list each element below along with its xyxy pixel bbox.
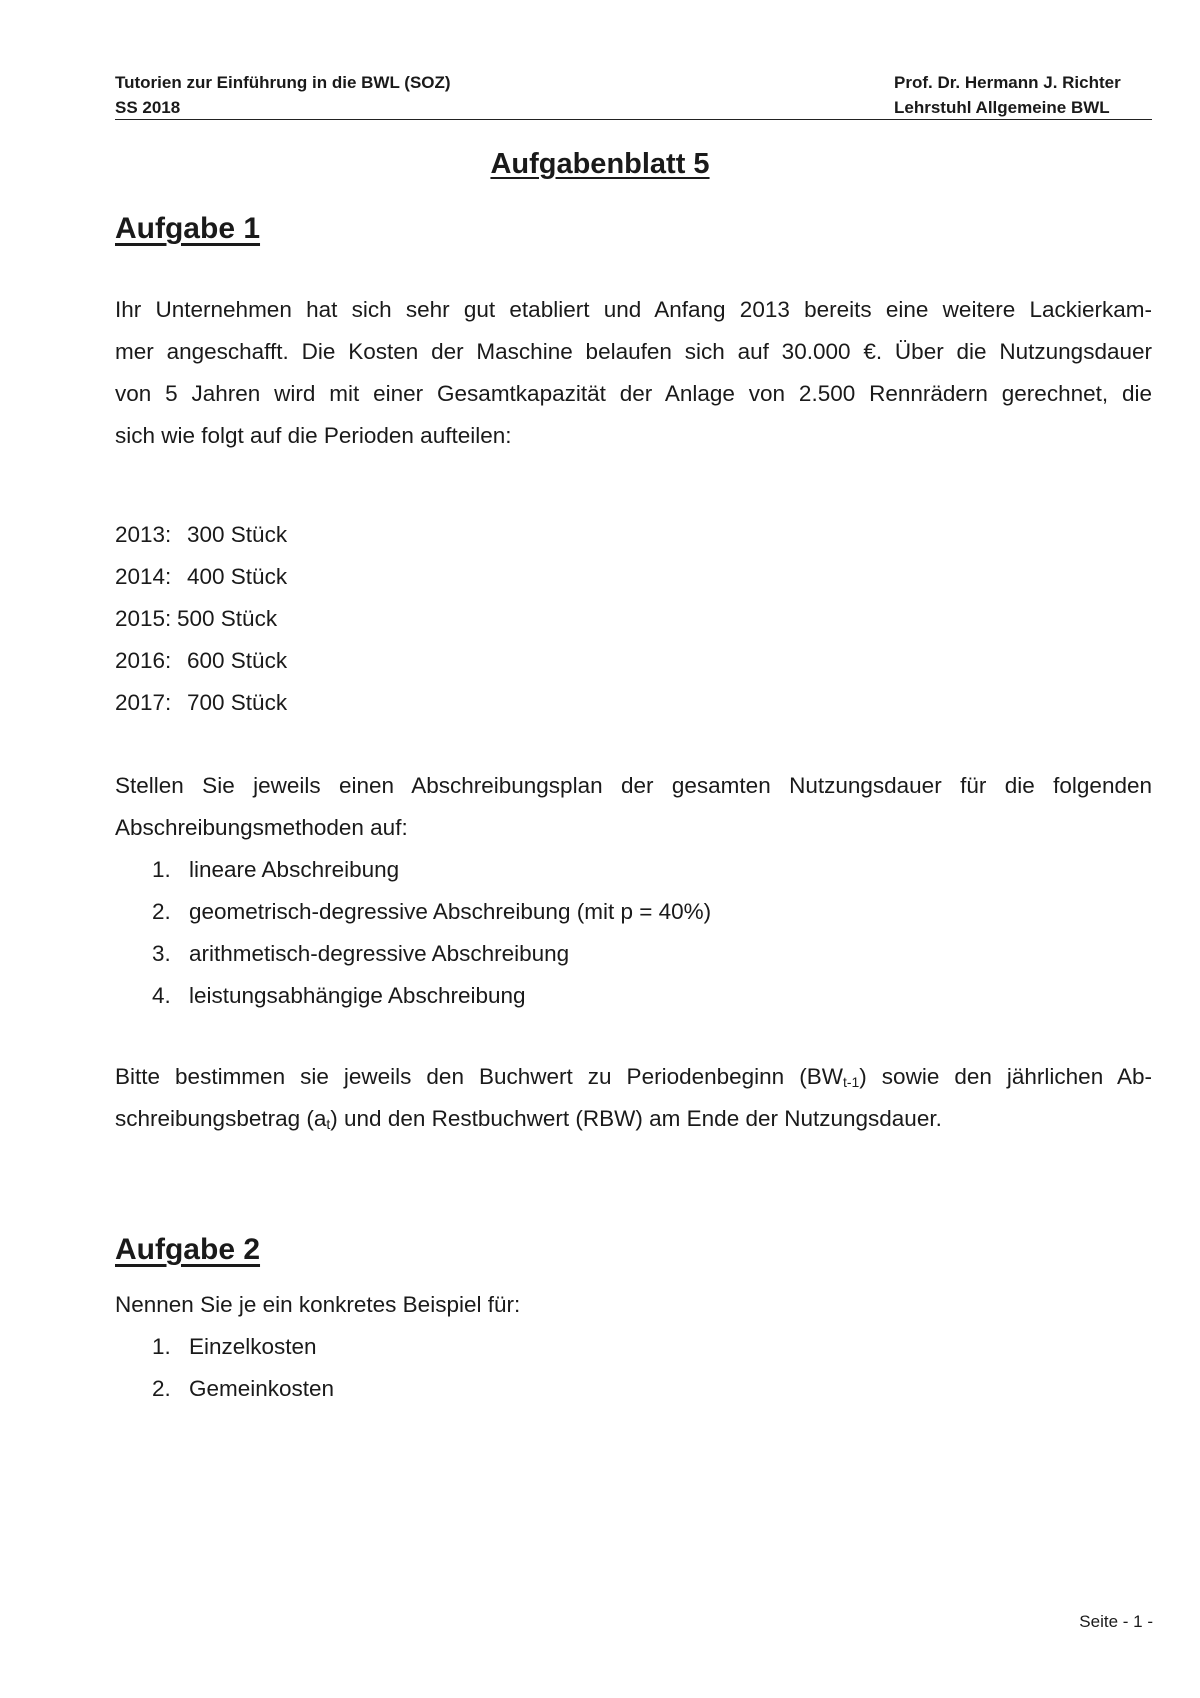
page-header — [115, 70, 1152, 120]
course-name: Tutorien zur Einführung in die BWL (SOZ) — [115, 73, 451, 92]
task1-intro-line: sich wie folgt auf die Perioden aufteilen: — [115, 423, 512, 448]
task1-closing-line: Bitte bestimmen sie jeweils den Buchwert zu Periodenbeginn $(BW_{t-1})$ sowie den jährlichen Ab- — [115, 1064, 1152, 1090]
task1-heading: Aufgabe 1 — [115, 212, 261, 245]
task1-intro-line: von 5 Jahren wird mit einer Gesamtkapazität der Anlage von 2.500 Rennrädern gerechnet, die — [115, 381, 1152, 406]
quantity-amount: 300 Stück — [187, 522, 288, 547]
professor-name: Prof. Dr. Hermann J. Richter — [894, 73, 1121, 92]
chair-name: Lehrstuhl Allgemeine BWL — [894, 98, 1110, 117]
task2-intro-line: Nennen Sie je ein konkretes Beispiel für: — [115, 1292, 521, 1317]
task1-closing-line: schreibungsbetrag $(a_t)$ und den Restbuchwert (RBW) am Ende der Nutzungsdauer. — [115, 1106, 942, 1132]
task1-intro-line: Ihr Unternehmen hat sich sehr gut etabliert und Anfang 2013 bereits eine weitere Lackierkam- — [115, 297, 1152, 322]
task1-intro — [115, 289, 1152, 457]
cost-list — [152, 1326, 334, 1410]
quantity-year: 2015: — [115, 606, 172, 631]
term-label: SS 2018 — [115, 98, 181, 117]
quantity-amount: 600 Stück — [187, 648, 288, 673]
quantity-row — [115, 640, 287, 682]
quantity-row — [115, 556, 287, 598]
quantity-amount: 500 Stück — [177, 606, 278, 631]
quantity-row — [115, 514, 287, 556]
quantity-list — [115, 514, 287, 724]
task1-instruction-line: Stellen Sie jeweils einen Abschreibungsplan der gesamten Nutzungsdauer für die folgenden — [115, 773, 1152, 798]
method-item: 1. lineare Abschreibung — [152, 857, 400, 882]
task2-heading: Aufgabe 2 — [115, 1233, 261, 1266]
header-divider — [115, 119, 1152, 120]
cost-item: 1. Einzelkosten — [152, 1334, 317, 1359]
quantity-amount: 400 Stück — [187, 564, 288, 589]
quantity-row — [115, 682, 287, 724]
quantity-amount: 700 Stück — [187, 690, 288, 715]
task1-closing — [115, 1056, 1152, 1140]
quantity-row — [115, 598, 287, 640]
task1-instruction-line: Abschreibungsmethoden auf: — [115, 815, 408, 840]
quantity-year: 2014: — [115, 564, 172, 589]
sheet-title: Aufgabenblatt 5 — [490, 148, 710, 180]
method-list — [152, 849, 711, 1017]
task1-instruction — [115, 765, 1152, 849]
quantity-year: 2017: — [115, 690, 172, 715]
method-item: 4. leistungsabhängige Abschreibung — [152, 983, 526, 1008]
page-number: Seite - 1 - — [1079, 1612, 1153, 1631]
method-item: 2. geometrisch-degressive Abschreibung (mit p = 40%) — [152, 899, 712, 924]
method-item: 3. arithmetisch-degressive Abschreibung — [152, 941, 570, 966]
quantity-year: 2016: — [115, 648, 172, 673]
task1-intro-line: mer angeschafft. Die Kosten der Maschine belaufen sich auf 30.000 €. Über die Nutzungsdauer — [115, 339, 1152, 364]
cost-item: 2. Gemeinkosten — [152, 1376, 335, 1401]
task2-intro — [115, 1284, 1152, 1326]
quantity-year: 2013: — [115, 522, 172, 547]
